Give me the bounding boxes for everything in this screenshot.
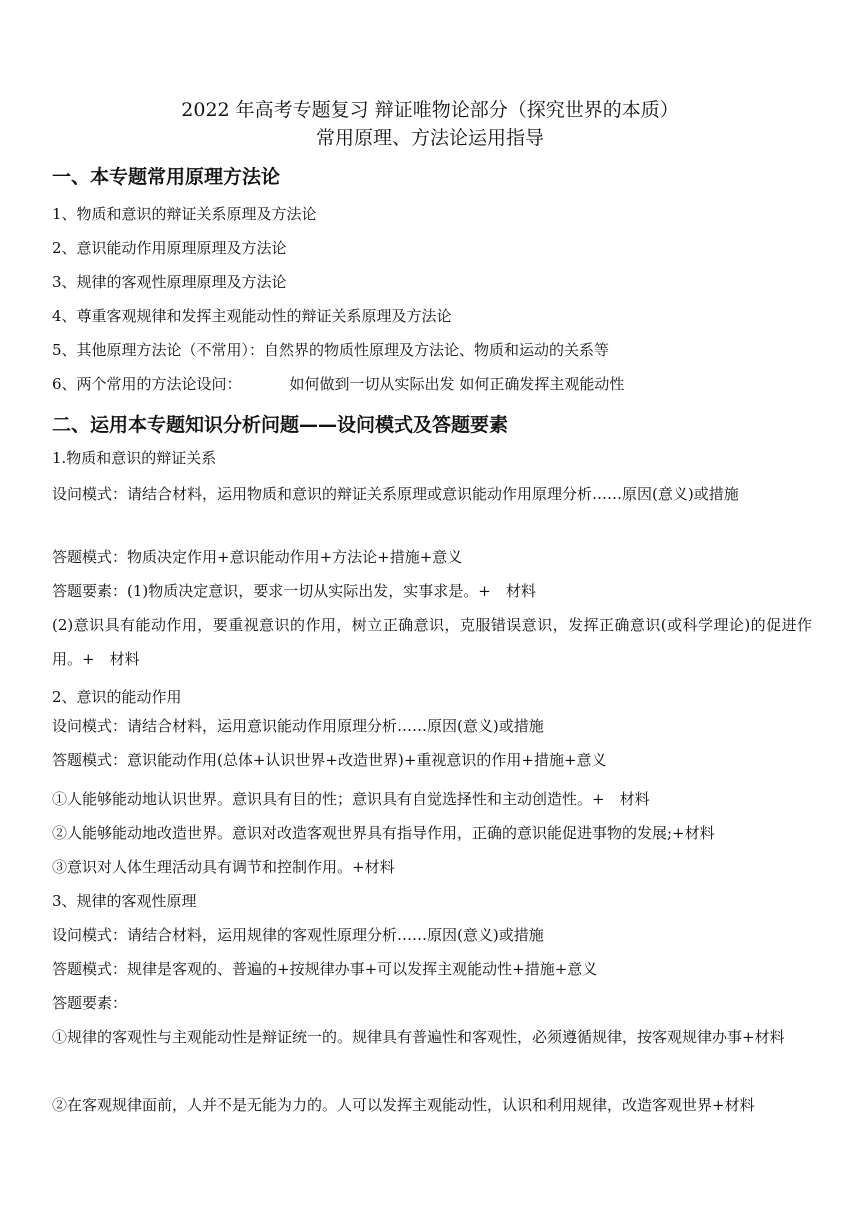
part-2-point-3: ③意识对人体生理活动具有调节和控制作用。+材料 <box>52 858 395 876</box>
part-1-elements-1: 答题要素：(1)物质决定意识，要求一切从实际出发，实事求是。+ 材料 <box>52 582 536 600</box>
document-title: 2022 年高考专题复习 辩证唯物论部分（探究世界的本质） <box>181 99 679 121</box>
item-6-prefix: 6、两个常用的方法论设问： <box>52 375 242 393</box>
part-3-question-mode: 设问模式：请结合材料，运用规律的客观性原理分析……原因(意义)或措施 <box>52 926 544 944</box>
part-1-elements-2: (2)意识具有能动作用，要重视意识的作用，树立正确意识，克服错误意识，发挥正确意识(或科学理论)的促进作用。+ 材料 <box>52 616 812 668</box>
part-3-elements-label: 答题要素： <box>52 994 128 1012</box>
part-1-answer-mode: 答题模式：物质决定作用+意识能动作用+方法论+措施+意义 <box>52 548 463 566</box>
part-1-question-mode: 设问模式：请结合材料，运用物质和意识的辩证关系原理或意识能动作用原理分析……原因(意义)或措施 <box>52 485 739 503</box>
item-6-question-2: 如何正确发挥主观能动性 <box>459 375 625 393</box>
section-1-heading: 一、本专题常用原理方法论 <box>52 166 281 188</box>
part-3-heading: 3、规律的客观性原理 <box>52 892 197 910</box>
part-2-answer-mode: 答题模式：意识能动作用(总体+认识世界+改造世界)+重视意识的作用+措施+意义 <box>52 751 607 769</box>
section-2-heading: 二、运用本专题知识分析问题——设问模式及答题要素 <box>52 414 509 436</box>
section-1-item-4: 4、尊重客观规律和发挥主观能动性的辩证关系原理及方法论 <box>52 307 452 325</box>
section-1-item-1: 1、物质和意识的辩证关系原理及方法论 <box>52 205 317 223</box>
section-1-item-2: 2、意识能动作用原理原理及方法论 <box>52 239 287 257</box>
part-2-point-2: ②人能够能动地改造世界。意识对改造客观世界具有指导作用，正确的意识能促进事物的发展;+材料 <box>52 824 715 842</box>
section-1-item-3: 3、规律的客观性原理原理及方法论 <box>52 273 287 291</box>
section-1-item-5: 5、其他原理方法论（不常用）：自然界的物质性原理及方法论、物质和运动的关系等 <box>52 341 610 359</box>
document-subtitle: 常用原理、方法论运用指导 <box>315 127 544 149</box>
part-3-point-1: ①规律的客观性与主观能动性是辩证统一的。规律具有普遍性和客观性，必须遵循规律，按客观规律办事+材料 <box>52 1028 785 1046</box>
part-1-heading: 1.物质和意识的辩证关系 <box>52 449 217 467</box>
item-6-question-1: 如何做到一切从实际出发 <box>289 375 455 393</box>
section-1-item-6 <box>52 373 624 395</box>
part-2-point-1: ①人能够能动地认识世界。意识具有目的性；意识具有自觉选择性和主动创造性。+ 材料 <box>52 790 650 808</box>
part-2-question-mode: 设问模式：请结合材料，运用意识能动作用原理分析……原因(意义)或措施 <box>52 717 544 735</box>
part-3-point-2: ②在客观规律面前，人并不是无能为力的。人可以发挥主观能动性，认识和利用规律，改造客观世界+材料 <box>52 1096 755 1114</box>
part-3-answer-mode: 答题模式：规律是客观的、普遍的+按规律办事+可以发挥主观能动性+措施+意义 <box>52 960 598 978</box>
part-2-heading: 2、意识的能动作用 <box>52 688 182 706</box>
